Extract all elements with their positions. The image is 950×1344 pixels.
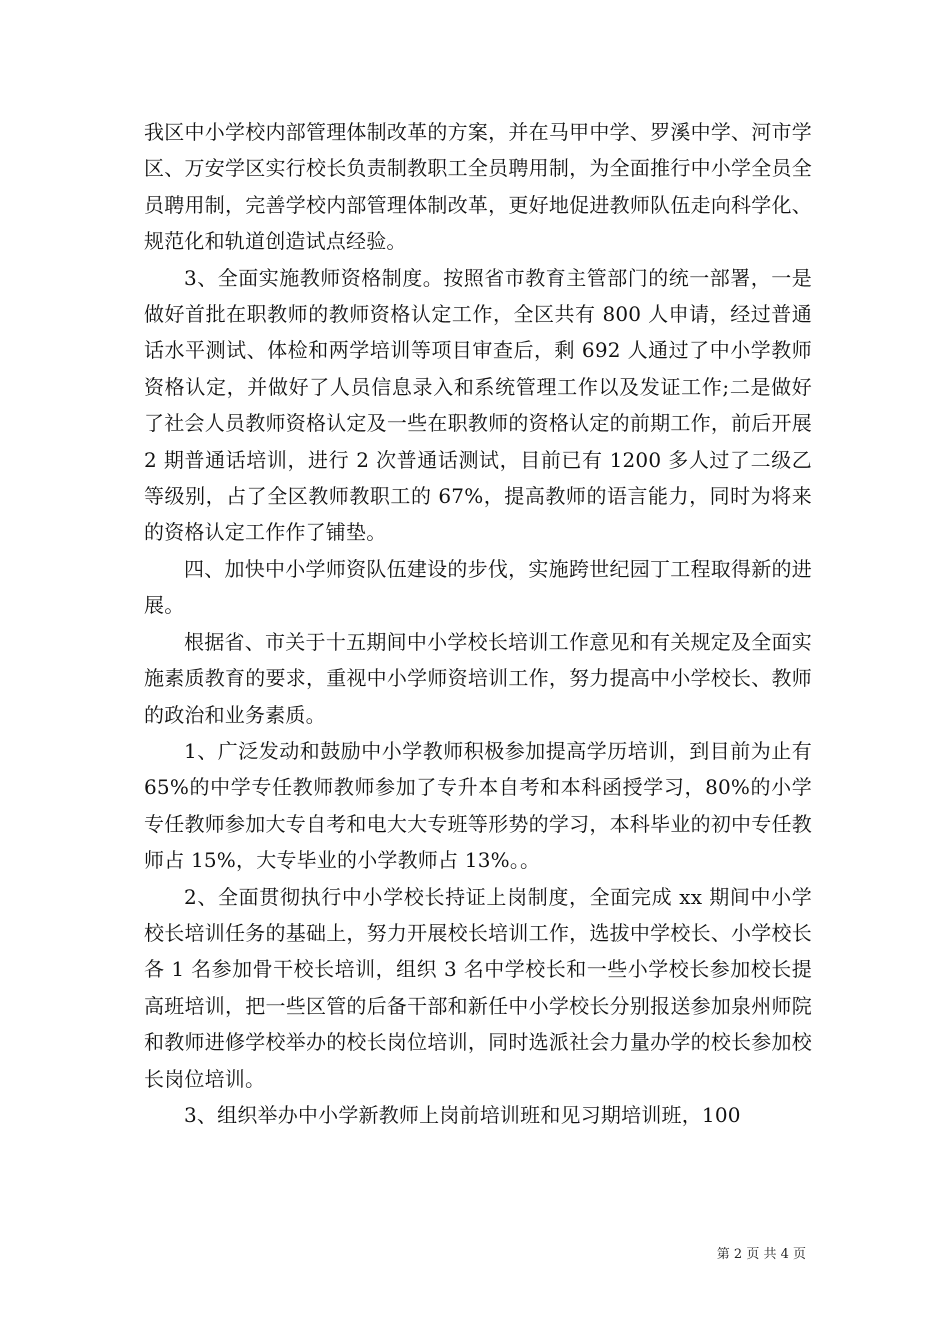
document-body — [144, 114, 812, 1133]
paragraph-5: 1、广泛发动和鼓励中小学教师积极参加提高学历培训，到目前为止有 65%的中学专任教师教师参加了专升本自考和本科函授学习，80%的小学专任教师参加大专自考和电大大专班等形势的学习，本科毕业的初中专任教师占 15%，大专毕业的小学教师占 13%。。 — [144, 738, 812, 873]
paragraph-3: 四、加快中小学师资队伍建设的步伐，实施跨世纪园丁工程取得新的进展。 — [144, 556, 812, 618]
paragraph-1: 我区中小学校内部管理体制改革的方案，并在马甲中学、罗溪中学、河市学区、万安学区实行校长负责制教职工全员聘用制，为全面推行中小学全员全员聘用制，完善学校内部管理体制改革，更好地促进教师队伍走向科学化、规范化和轨道创造试点经验。 — [144, 120, 812, 254]
page-number: 第 2 页 共 4 页 — [716, 1247, 806, 1262]
paragraph-4: 根据省、市关于十五期间中小学校长培训工作意见和有关规定及全面实施素质教育的要求，重视中小学师资培训工作，努力提高中小学校长、教师的政治和业务素质。 — [144, 629, 812, 727]
paragraph-7: 3、组织举办中小学新教师上岗前培训班和见习期培训班，100 — [184, 1102, 741, 1127]
paragraph-2: 3、全面实施教师资格制度。按照省市教育主管部门的统一部署，一是做好首批在职教师的教师资格认定工作，全区共有 800 人申请，经过普通话水平测试、体检和两学培训等项目审查后，剩 692 人通过了中小学教师资格认定，并做好了人员信息录入和系统管理工作以及发证工作;二是做好了社会人员教师资格认定及一些在职教师的资格认定的前期工作，前后开展 2 期普通话培训，进行 2 次普通话测试，目前已有 1200 多人过了二级乙等级别，占了全区教师教职工的 67%，提高教师的语言能力，同时为将来的资格认定工作作了铺垫。 — [144, 265, 812, 545]
paragraph-6: 2、全面贯彻执行中小学校长持证上岗制度，全面完成 xx 期间中小学校长培训任务的基础上，努力开展校长培训工作，选拔中学校长、小学校长各 1 名参加骨干校长培训，组织 3 名中学校长和一些小学校长参加校长提高班培训，把一些区管的后备干部和新任中小学校长分别报送参加泉州师院和教师进修学校举办的校长岗位培训，同时选派社会力量办学的校长参加校长岗位培训。 — [144, 884, 812, 1091]
